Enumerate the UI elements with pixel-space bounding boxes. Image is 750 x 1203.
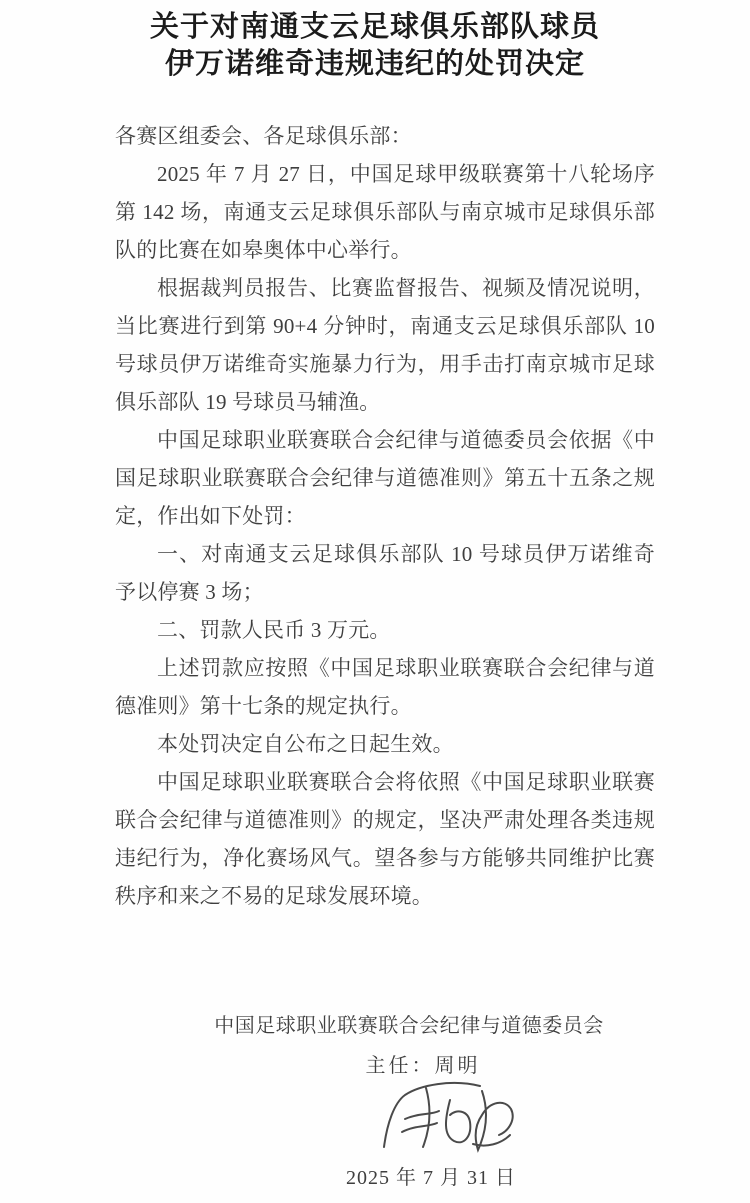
body-paragraph: 本处罚决定自公布之日起生效。	[157, 732, 454, 756]
body-paragraph: 中国足球职业联赛联合会纪律与道德委员会依据《中国足球职业联赛联合会纪律与道德准则》第五十五条之规定，作出如下处罚：	[115, 428, 655, 528]
body-paragraph-penalty-2: 二、罚款人民币 3 万元。	[157, 618, 391, 642]
handwritten-signature	[378, 1078, 528, 1156]
body-paragraph: 2025 年 7 月 27 日，中国足球甲级联赛第十八轮场序第 142 场，南通支云足球俱乐部队与南京城市足球俱乐部队的比赛在如皋奥体中心举行。	[115, 162, 655, 262]
title-line-2: 伊万诺维奇违规违纪的处罚决定	[164, 48, 585, 80]
issuing-committee: 中国足球职业联赛联合会纪律与道德委员会	[214, 1015, 604, 1037]
director-name-line: 主任：周明	[365, 1055, 481, 1077]
page-title	[0, 0, 750, 83]
title-line-1: 关于对南通支云足球俱乐部队球员	[149, 11, 600, 43]
body-paragraph-penalty-1: 一、对南通支云足球俱乐部队 10 号球员伊万诺维奇予以停赛 3 场；	[115, 542, 655, 604]
body-paragraph: 上述罚款应按照《中国足球职业联赛联合会纪律与道德准则》第十七条的规定执行。	[115, 656, 655, 718]
body-paragraph: 中国足球职业联赛联合会将依照《中国足球职业联赛联合会纪律与道德准则》的规定，坚决严肃处理各类违规违纪行为，净化赛场风气。望各参与方能够共同维护比赛秩序和来之不易的足球发展环境。	[115, 770, 655, 908]
body-paragraph: 根据裁判员报告、比赛监督报告、视频及情况说明，当比赛进行到第 90+4 分钟时，南通支云足球俱乐部队 10 号球员伊万诺维奇实施暴力行为，用手击打南京城市足球俱乐部队 19 号球员马辅渔。	[115, 276, 655, 414]
document-body	[115, 117, 655, 915]
salutation-line: 各赛区组委会、各足球俱乐部：	[115, 124, 412, 148]
issue-date: 2025 年 7 月 31 日	[346, 1167, 516, 1189]
